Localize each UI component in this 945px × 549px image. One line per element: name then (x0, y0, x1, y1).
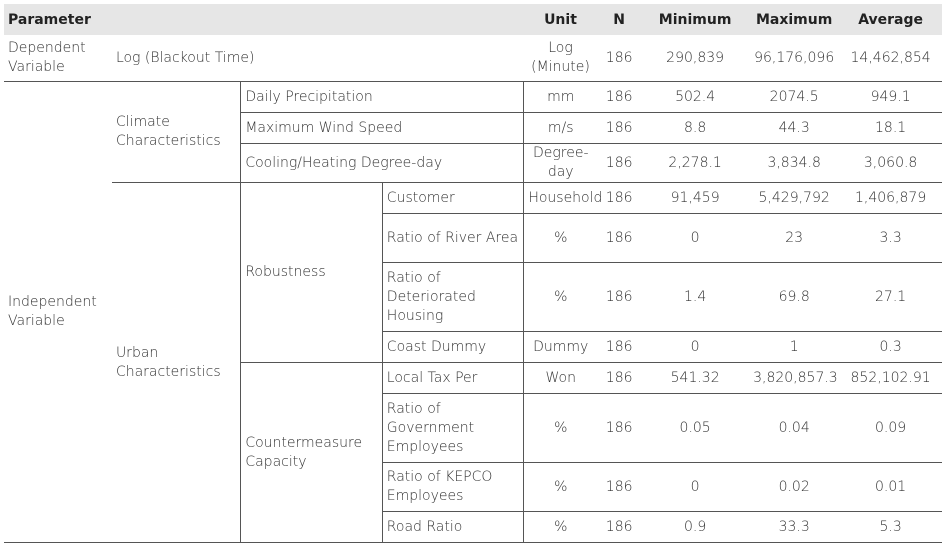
row-unit: Log (Minute) (524, 35, 597, 82)
row-max: 5,429,792 (749, 183, 839, 214)
row-min: 0 (641, 214, 749, 263)
row-max: 96,176,096 (749, 35, 839, 82)
row-max: 23 (749, 214, 839, 263)
row-unit: % (524, 214, 597, 263)
row-unit: Won (524, 363, 597, 394)
row-name: Ratio of River Area (382, 214, 524, 263)
row-min: 0.05 (641, 394, 749, 463)
row-max: 0.02 (749, 463, 839, 512)
row-avg: 1,406,879 (839, 183, 942, 214)
row-min: 0.9 (641, 512, 749, 543)
row-min: 2,278.1 (641, 144, 749, 183)
row-n: 186 (597, 463, 641, 512)
row-min: 1.4 (641, 263, 749, 332)
row-n: 186 (597, 113, 641, 144)
row-name: Customer (382, 183, 524, 214)
row-unit: % (524, 463, 597, 512)
row-min: 91,459 (641, 183, 749, 214)
header-minimum: Minimum (641, 4, 749, 35)
row-n: 186 (597, 363, 641, 394)
table-row (4, 82, 942, 113)
row-n: 186 (597, 394, 641, 463)
row-name: Maximum Wind Speed (241, 113, 524, 144)
row-avg: 0.3 (839, 332, 942, 363)
row-name: Coast Dummy (382, 332, 524, 363)
group-urban: Urban Characteristics (112, 183, 241, 543)
row-unit: Dummy (524, 332, 597, 363)
row-min: 0 (641, 332, 749, 363)
header-unit: Unit (524, 4, 597, 35)
row-name: Road Ratio (382, 512, 524, 543)
table-row (4, 183, 942, 214)
row-unit: m/s (524, 113, 597, 144)
group-independent: Independent Variable (4, 82, 112, 543)
row-avg: 949.1 (839, 82, 942, 113)
row-name: Daily Precipitation (241, 82, 524, 113)
row-n: 186 (597, 332, 641, 363)
row-max: 69.8 (749, 263, 839, 332)
row-n: 186 (597, 82, 641, 113)
row-name: Ratio of Deteriorated Housing (382, 263, 524, 332)
header-row (4, 4, 942, 35)
row-max: 44.3 (749, 113, 839, 144)
row-max: 2074.5 (749, 82, 839, 113)
row-max: 3,820,857.3 (749, 363, 839, 394)
row-unit: % (524, 394, 597, 463)
row-max: 3,834.8 (749, 144, 839, 183)
header-maximum: Maximum (749, 4, 839, 35)
row-name: Ratio of Government Employees (382, 394, 524, 463)
row-max: 1 (749, 332, 839, 363)
row-n: 186 (597, 214, 641, 263)
statistics-table (4, 4, 942, 543)
row-unit: Degree-day (524, 144, 597, 183)
row-unit: mm (524, 82, 597, 113)
row-avg: 3.3 (839, 214, 942, 263)
row-unit: % (524, 512, 597, 543)
row-max: 33.3 (749, 512, 839, 543)
row-n: 186 (597, 144, 641, 183)
row-avg: 14,462,854 (839, 35, 942, 82)
row-min: 8.8 (641, 113, 749, 144)
row-n: 186 (597, 263, 641, 332)
row-n: 186 (597, 183, 641, 214)
row-min: 502.4 (641, 82, 749, 113)
row-unit: % (524, 263, 597, 332)
group-dependent: Dependent Variable (4, 35, 112, 82)
row-name: Local Tax Per (382, 363, 524, 394)
group-countermeasure: Countermeasure Capacity (241, 363, 382, 543)
row-name: Cooling/Heating Degree-day (241, 144, 524, 183)
header-n: N (597, 4, 641, 35)
header-parameter: Parameter (4, 4, 524, 35)
row-avg: 0.09 (839, 394, 942, 463)
row-avg: 3,060.8 (839, 144, 942, 183)
row-name: Ratio of KEPCO Employees (382, 463, 524, 512)
row-avg: 0.01 (839, 463, 942, 512)
row-min: 0 (641, 463, 749, 512)
table-row (4, 35, 942, 82)
row-avg: 18.1 (839, 113, 942, 144)
row-avg: 5.3 (839, 512, 942, 543)
row-unit: Household (524, 183, 597, 214)
row-name: Log (Blackout Time) (112, 35, 524, 82)
row-n: 186 (597, 512, 641, 543)
group-robustness: Robustness (241, 183, 382, 363)
row-max: 0.04 (749, 394, 839, 463)
row-avg: 27.1 (839, 263, 942, 332)
row-avg: 852,102.91 (839, 363, 942, 394)
header-average: Average (839, 4, 942, 35)
row-n: 186 (597, 35, 641, 82)
group-climate: Climate Characteristics (112, 82, 241, 183)
row-min: 541.32 (641, 363, 749, 394)
row-min: 290,839 (641, 35, 749, 82)
